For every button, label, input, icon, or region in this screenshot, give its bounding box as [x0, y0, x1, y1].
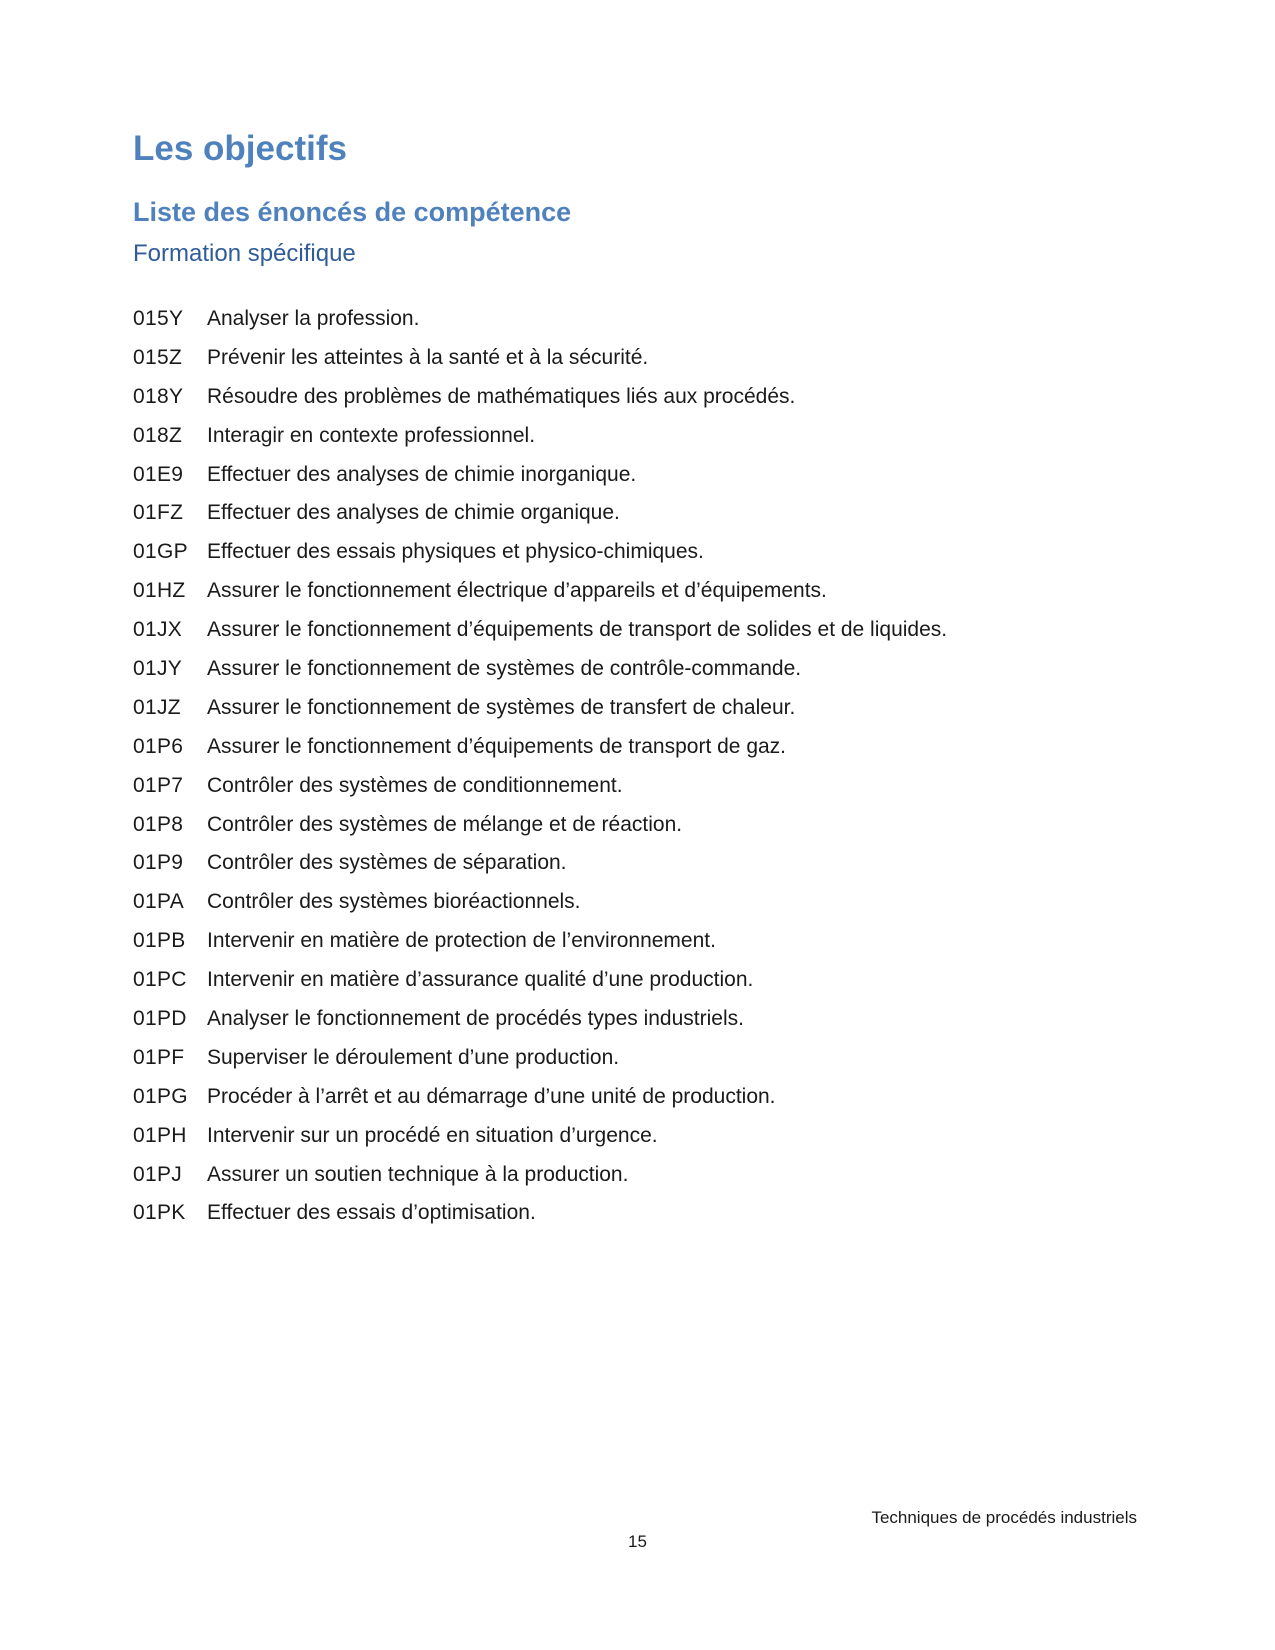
competence-item	[133, 1200, 947, 1239]
competence-item	[133, 1162, 947, 1201]
competence-label: Intervenir sur un procédé en situation d’urgence.	[207, 1123, 658, 1147]
competence-label: Prévenir les atteintes à la santé et à la sécurité.	[207, 345, 649, 369]
competence-code: 01PH	[133, 1123, 187, 1147]
competence-code: 01P8	[133, 812, 184, 836]
section-heading: Formation spécifique	[133, 240, 356, 267]
competence-item	[133, 850, 947, 889]
page-title: Les objectifs	[133, 129, 347, 168]
competence-item	[133, 462, 947, 501]
competence-code: 018Z	[133, 423, 183, 447]
competence-item	[133, 889, 947, 928]
competence-item	[133, 306, 947, 345]
competence-item	[133, 384, 947, 423]
page-number: 15	[628, 1532, 647, 1551]
competence-label: Effectuer des essais d’optimisation.	[207, 1201, 536, 1225]
competence-label: Assurer le fonctionnement électrique d’appareils et d’équipements.	[207, 579, 827, 603]
competence-item	[133, 967, 947, 1006]
competence-item	[133, 695, 947, 734]
competence-item	[133, 539, 947, 578]
competence-label: Superviser le déroulement d’une production.	[207, 1045, 620, 1069]
competence-item	[133, 617, 947, 656]
competence-code: 018Y	[133, 384, 184, 408]
competence-item	[133, 812, 947, 851]
competence-code: 01P9	[133, 851, 184, 875]
footer-document-title: Techniques de procédés industriels	[871, 1508, 1137, 1527]
competence-item	[133, 1123, 947, 1162]
competence-label: Analyser la profession.	[207, 307, 420, 330]
competence-item	[133, 423, 947, 462]
competence-code: 01JX	[133, 618, 183, 642]
competence-item	[133, 1084, 947, 1123]
competence-label: Résoudre des problèmes de mathématiques liés aux procédés.	[207, 384, 796, 408]
competence-label: Contrôler des systèmes de mélange et de réaction.	[207, 812, 683, 836]
competence-item	[133, 500, 947, 539]
page-subtitle: Liste des énoncés de compétence	[133, 197, 572, 227]
competence-label: Interagir en contexte professionnel.	[207, 423, 536, 447]
competence-code: 01PA	[133, 890, 185, 914]
competence-list	[133, 306, 947, 1239]
competence-label: Effectuer des analyses de chimie inorganique.	[207, 462, 637, 486]
competence-item	[133, 1045, 947, 1084]
competence-label: Contrôler des systèmes de séparation.	[207, 851, 567, 875]
competence-label: Assurer un soutien technique à la production.	[207, 1162, 629, 1186]
competence-label: Assurer le fonctionnement de systèmes de transfert de chaleur.	[207, 695, 796, 719]
competence-item	[133, 578, 947, 617]
competence-label: Intervenir en matière de protection de l’environnement.	[207, 929, 716, 953]
competence-code: 015Z	[133, 345, 183, 369]
competence-item	[133, 345, 947, 384]
competence-label: Analyser le fonctionnement de procédés types industriels.	[207, 1007, 744, 1031]
competence-code: 01E9	[133, 462, 184, 486]
competence-code: 01PG	[133, 1084, 188, 1108]
competence-label: Contrôler des systèmes bioréactionnels.	[207, 890, 581, 914]
competence-label: Intervenir en matière d’assurance qualité d’une production.	[207, 968, 754, 992]
competence-item	[133, 656, 947, 695]
competence-code: 01HZ	[133, 579, 186, 603]
competence-code: 01PF	[133, 1045, 185, 1069]
competence-item	[133, 773, 947, 812]
competence-label: Assurer le fonctionnement de systèmes de contrôle-commande.	[207, 657, 802, 681]
competence-code: 01PD	[133, 1007, 187, 1031]
competence-code: 01P7	[133, 773, 184, 797]
competence-code: 01FZ	[133, 501, 184, 525]
competence-code: 01PC	[133, 968, 187, 992]
competence-label: Contrôler des systèmes de conditionnement.	[207, 773, 623, 797]
competence-label: Effectuer des essais physiques et physico-chimiques.	[207, 540, 704, 564]
competence-code: 01PJ	[133, 1162, 183, 1186]
competence-label: Effectuer des analyses de chimie organique.	[207, 501, 620, 525]
competence-item	[133, 734, 947, 773]
competence-label: Assurer le fonctionnement d’équipements de transport de solides et de liquides.	[207, 618, 948, 642]
competence-code: 01PK	[133, 1201, 186, 1225]
competence-code: 01JY	[133, 657, 183, 681]
competence-label: Procéder à l’arrêt et au démarrage d’une unité de production.	[207, 1084, 776, 1108]
competence-code: 01P6	[133, 734, 184, 758]
competence-label: Assurer le fonctionnement d’équipements de transport de gaz.	[207, 734, 787, 758]
competence-code: 01PB	[133, 929, 186, 953]
competence-item	[133, 1006, 947, 1045]
competence-code: 015Y	[133, 307, 184, 330]
competence-code: 01JZ	[133, 695, 181, 719]
competence-item	[133, 928, 947, 967]
competence-code: 01GP	[133, 540, 188, 564]
